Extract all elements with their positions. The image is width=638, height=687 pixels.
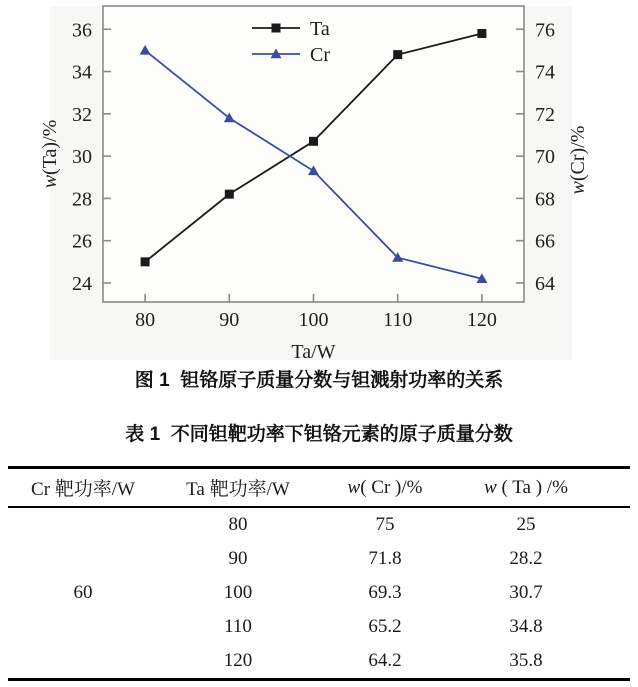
left-tick-label: 30 [72, 146, 92, 169]
legend-label: Ta [310, 18, 330, 40]
left-tick-label: 34 [72, 61, 92, 84]
x-axis-label: Ta/W [291, 341, 336, 363]
left-tick-label: 28 [72, 188, 92, 211]
left-tick-label: 36 [72, 19, 92, 42]
right-tick-label: 70 [535, 146, 555, 169]
legend-label: Cr [310, 44, 330, 66]
cell-w-cr: 64.2 [368, 650, 402, 671]
y-axis-label-right: w(Cr)/% [567, 125, 589, 195]
right-tick-label: 66 [535, 230, 555, 253]
cell-w-ta: 28.2 [509, 548, 543, 569]
ta-marker [393, 50, 402, 59]
right-tick-label: 64 [535, 272, 555, 295]
x-tick-label: 110 [383, 309, 413, 331]
ta-marker [309, 137, 318, 146]
table-row [8, 507, 630, 542]
cell-ta-power: 120 [223, 650, 253, 671]
cell-w-ta: 25 [516, 514, 536, 535]
cell-w-cr: 75 [375, 514, 395, 535]
right-tick-label: 76 [535, 19, 555, 42]
cell-w-ta: 34.8 [509, 616, 543, 637]
x-tick-label: 120 [466, 309, 497, 331]
table-header-row [8, 468, 630, 508]
cell-ta-power: 80 [228, 514, 248, 535]
right-tick-label: 72 [535, 103, 555, 126]
figure-caption: 图 1 钽铬原子质量分数与钽溅射功率的关系 [134, 370, 504, 391]
ta-marker [225, 190, 234, 199]
header-w-cr: w( Cr )/% [318, 468, 478, 508]
ta-marker [477, 29, 486, 38]
cell-cr-power-merged: 60 [73, 582, 93, 603]
header-w-ta: w ( Ta ) /% [478, 468, 630, 508]
cell-ta-power: 90 [228, 548, 248, 569]
header-ta-power: Ta 靶功率/W [158, 468, 318, 508]
x-tick-label: 80 [135, 309, 156, 331]
cell-w-ta: 30.7 [509, 582, 543, 603]
cell-w-cr: 69.3 [368, 582, 402, 603]
legend-square-marker [272, 24, 281, 33]
x-tick-label: 90 [219, 309, 240, 331]
cell-w-ta: 35.8 [509, 650, 543, 671]
header-cr-power: Cr 靶功率/W [8, 468, 158, 508]
ta-marker [141, 257, 150, 266]
right-tick-label: 68 [535, 188, 555, 211]
cell-w-cr: 71.8 [368, 548, 402, 569]
x-tick-label: 100 [298, 309, 329, 331]
data-table [8, 466, 630, 681]
cell-ta-power: 110 [224, 616, 252, 637]
left-tick-label: 26 [72, 230, 92, 253]
right-tick-label: 74 [535, 61, 555, 84]
left-tick-label: 24 [72, 272, 92, 295]
left-tick-label: 32 [72, 103, 92, 126]
cell-w-cr: 65.2 [368, 616, 402, 637]
table-title: 表 1 不同钽靶功率下钽铬元素的原子质量分数 [125, 424, 513, 445]
y-axis-label-left: w(Ta)/% [39, 119, 61, 189]
cell-ta-power: 100 [223, 582, 253, 603]
